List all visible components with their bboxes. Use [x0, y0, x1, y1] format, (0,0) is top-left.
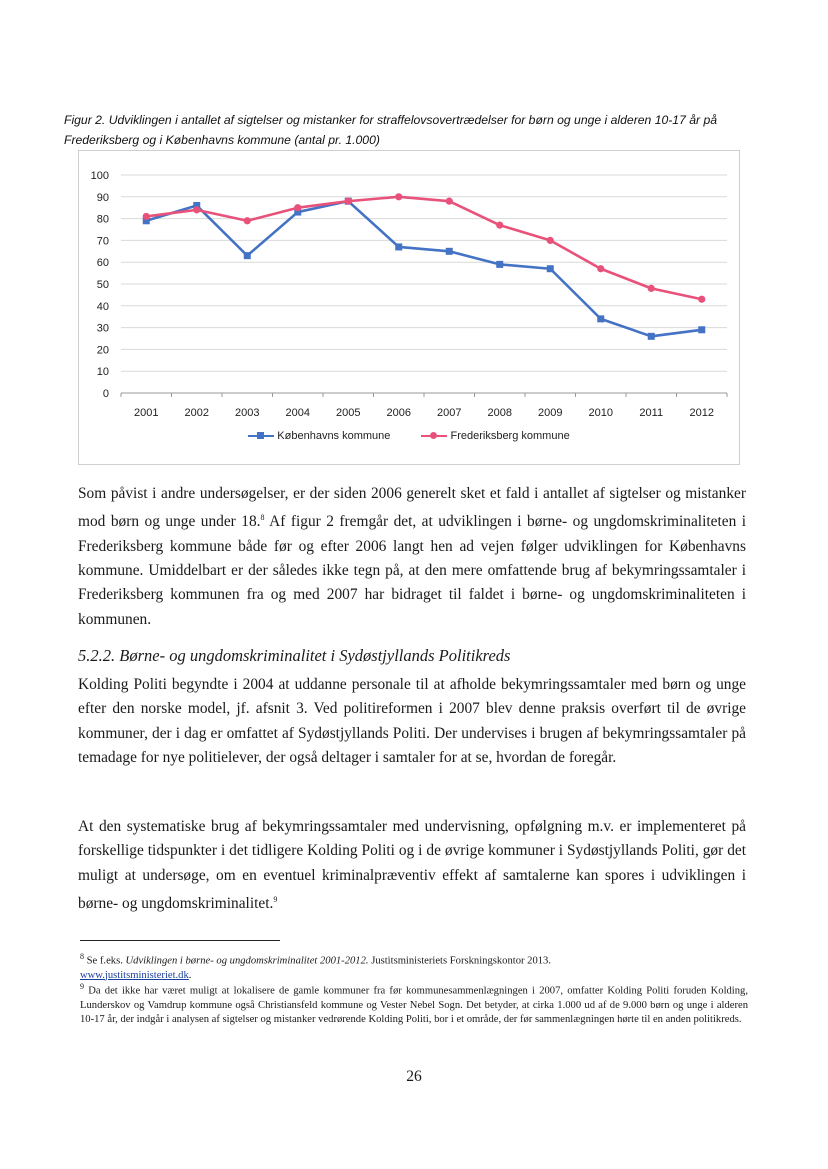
footnote-ref-8: 8	[260, 513, 265, 523]
y-tick-label: 0	[102, 388, 109, 400]
x-tick-label: 2011	[639, 407, 664, 419]
series-line	[146, 201, 702, 336]
x-tick-label: 2001	[134, 407, 159, 419]
x-tick-label: 2006	[386, 407, 411, 419]
y-tick-label: 20	[96, 344, 109, 357]
paragraph-1	[78, 482, 746, 632]
data-point-circle	[496, 222, 503, 229]
legend-label-kobenhavn: Københavns kommune	[277, 430, 391, 442]
x-tick-label: 2009	[538, 407, 563, 419]
paragraph-2: Kolding Politi begyndte i 2004 at uddanne personale til at afholde bekymringssamtaler med børn og unge efter den norske model, jf. afsnit 3. Ved politireformen i 2007 blev denne praksis overført til de øvrige kommuner, der i dag er omfattet af Sydøstjyllands Politi. Der undervises i brugen af bekymringssamtaler på temadage for nye politielever, der også deltager i samtaler for at se, hvordan de foregår.	[78, 676, 746, 766]
legend-swatch-square-icon	[248, 431, 274, 441]
data-point-square	[547, 265, 554, 272]
y-tick-label: 80	[96, 213, 109, 226]
legend-swatch-circle-icon	[421, 431, 447, 441]
footnote-9-text: Da det ikke har været muligt at lokalisere de gamle kommuner fra før kommunesammenlægningen i 2007, omfatter Kolding Politi foruden Kolding, Lunderskov og Vamdrup kommune også Christiansfeld kommune og Vester Nebel Sogn. Det betyder, at cirka 1.000 ud af de 9.000 børn og unge i alderen 10-17 år, der indgår i analysen af sigtelser og mistanker vedrørende Kolding Politi, bor i et område, der før sammenlægningen hørte til en anden politikreds.	[80, 985, 748, 1025]
section-heading: 5.2.2. Børne- og ungdomskriminalitet i Sydøstjyllands Politikreds	[78, 646, 511, 665]
footnote-ref-9: 9	[273, 894, 278, 904]
chart-legend	[79, 430, 739, 442]
x-tick-label: 2012	[689, 407, 714, 419]
page-number: 26	[406, 1068, 422, 1085]
footnote-8-title: Udviklingen i børne- og ungdomskriminalitet 2001-2012.	[125, 955, 369, 967]
data-point-square	[395, 243, 402, 250]
data-point-square	[648, 333, 655, 340]
footnote-8-mark: 8	[80, 952, 84, 961]
data-point-circle	[345, 198, 352, 205]
data-point-circle	[294, 204, 301, 211]
chart-svg	[79, 151, 739, 464]
footnote-8-end: .	[188, 969, 192, 981]
x-tick-label: 2002	[184, 407, 209, 419]
paragraph-1-text-a: Som påvist i andre undersøgelser, er der siden 2006 generelt sket et fald i antallet af sigtelser og mistanker mod børn og unge under 18.	[78, 485, 746, 531]
figure-caption: Figur 2. Udviklingen i antallet af sigtelser og mistanker for straffelovsovertrædelser for børn og unge i alderen 10-17 år på Frederiksberg og i Københavns kommune (antal pr. 1.000)	[64, 113, 718, 147]
legend-item-frederiksberg	[421, 430, 569, 442]
data-point-circle	[244, 217, 251, 224]
footnote-8-suffix: Justitsministeriets Forskningskontor 2013.	[368, 955, 552, 967]
x-tick-label: 2010	[588, 407, 613, 419]
data-point-square	[496, 261, 503, 268]
footnote-8-prefix: Se f.eks.	[84, 955, 126, 967]
data-point-square	[597, 315, 604, 322]
y-tick-label: 90	[96, 191, 109, 204]
footnote-8-link[interactable]: www.justitsministeriet.dk	[80, 969, 189, 981]
data-point-circle	[597, 265, 604, 272]
data-point-square	[446, 248, 453, 255]
paragraph-1-text-b: Af figur 2 fremgår det, at udviklingen i børne- og ungdomskriminaliteten i Frederiksberg kommune både før og efter 2006 langt hen ad vejen følger udviklingen for Københavns kommune. Umiddelbart er der således ikke tegn på, at den mere omfattende brug af bekymringssamtaler i Frederiksberg kommunen fra og med 2007 har bidraget til faldet i børne- og ungdomskriminaliteten i kommunen.	[78, 513, 747, 628]
x-tick-label: 2004	[285, 407, 310, 419]
line-chart	[78, 150, 740, 465]
data-point-circle	[143, 213, 150, 220]
footnote-9	[80, 980, 748, 1027]
x-tick-label: 2003	[235, 407, 260, 419]
y-tick-label: 30	[96, 322, 109, 335]
x-tick-label: 2007	[437, 407, 462, 419]
data-point-circle	[395, 193, 402, 200]
paragraph-3	[78, 815, 746, 916]
data-point-circle	[446, 198, 453, 205]
y-tick-label: 10	[96, 366, 109, 379]
legend-item-kobenhavn	[248, 430, 390, 442]
footnote-divider	[80, 940, 280, 941]
footnote-9-mark: 9	[80, 982, 84, 991]
legend-label-frederiksberg: Frederiksberg kommune	[450, 430, 570, 442]
y-tick-label: 50	[96, 279, 109, 291]
data-point-square	[698, 326, 705, 333]
data-point-circle	[698, 296, 705, 303]
paragraph-3-text: At den systematiske brug af bekymringssamtaler med undervisning, opfølgning m.v. er implementeret på forskellige tidspunkter i det tidligere Kolding Politi og i de øvrige kommuner i Sydøstjyllands Politi, gør det muligt at undersøge, om en eventuel kriminalpræventiv effekt af samtalerne kan spores i udviklingen i børne- og ungdomskriminalitet.	[78, 818, 746, 913]
data-point-circle	[547, 237, 554, 244]
x-tick-label: 2008	[487, 407, 512, 419]
data-point-circle	[648, 285, 655, 292]
data-point-square	[244, 252, 251, 259]
y-tick-label: 70	[96, 235, 109, 248]
footnote-8	[80, 950, 748, 983]
y-tick-label: 100	[90, 170, 109, 182]
data-point-circle	[193, 206, 200, 213]
x-tick-label: 2005	[336, 407, 361, 419]
y-tick-label: 40	[96, 300, 109, 313]
y-tick-label: 60	[96, 257, 109, 270]
